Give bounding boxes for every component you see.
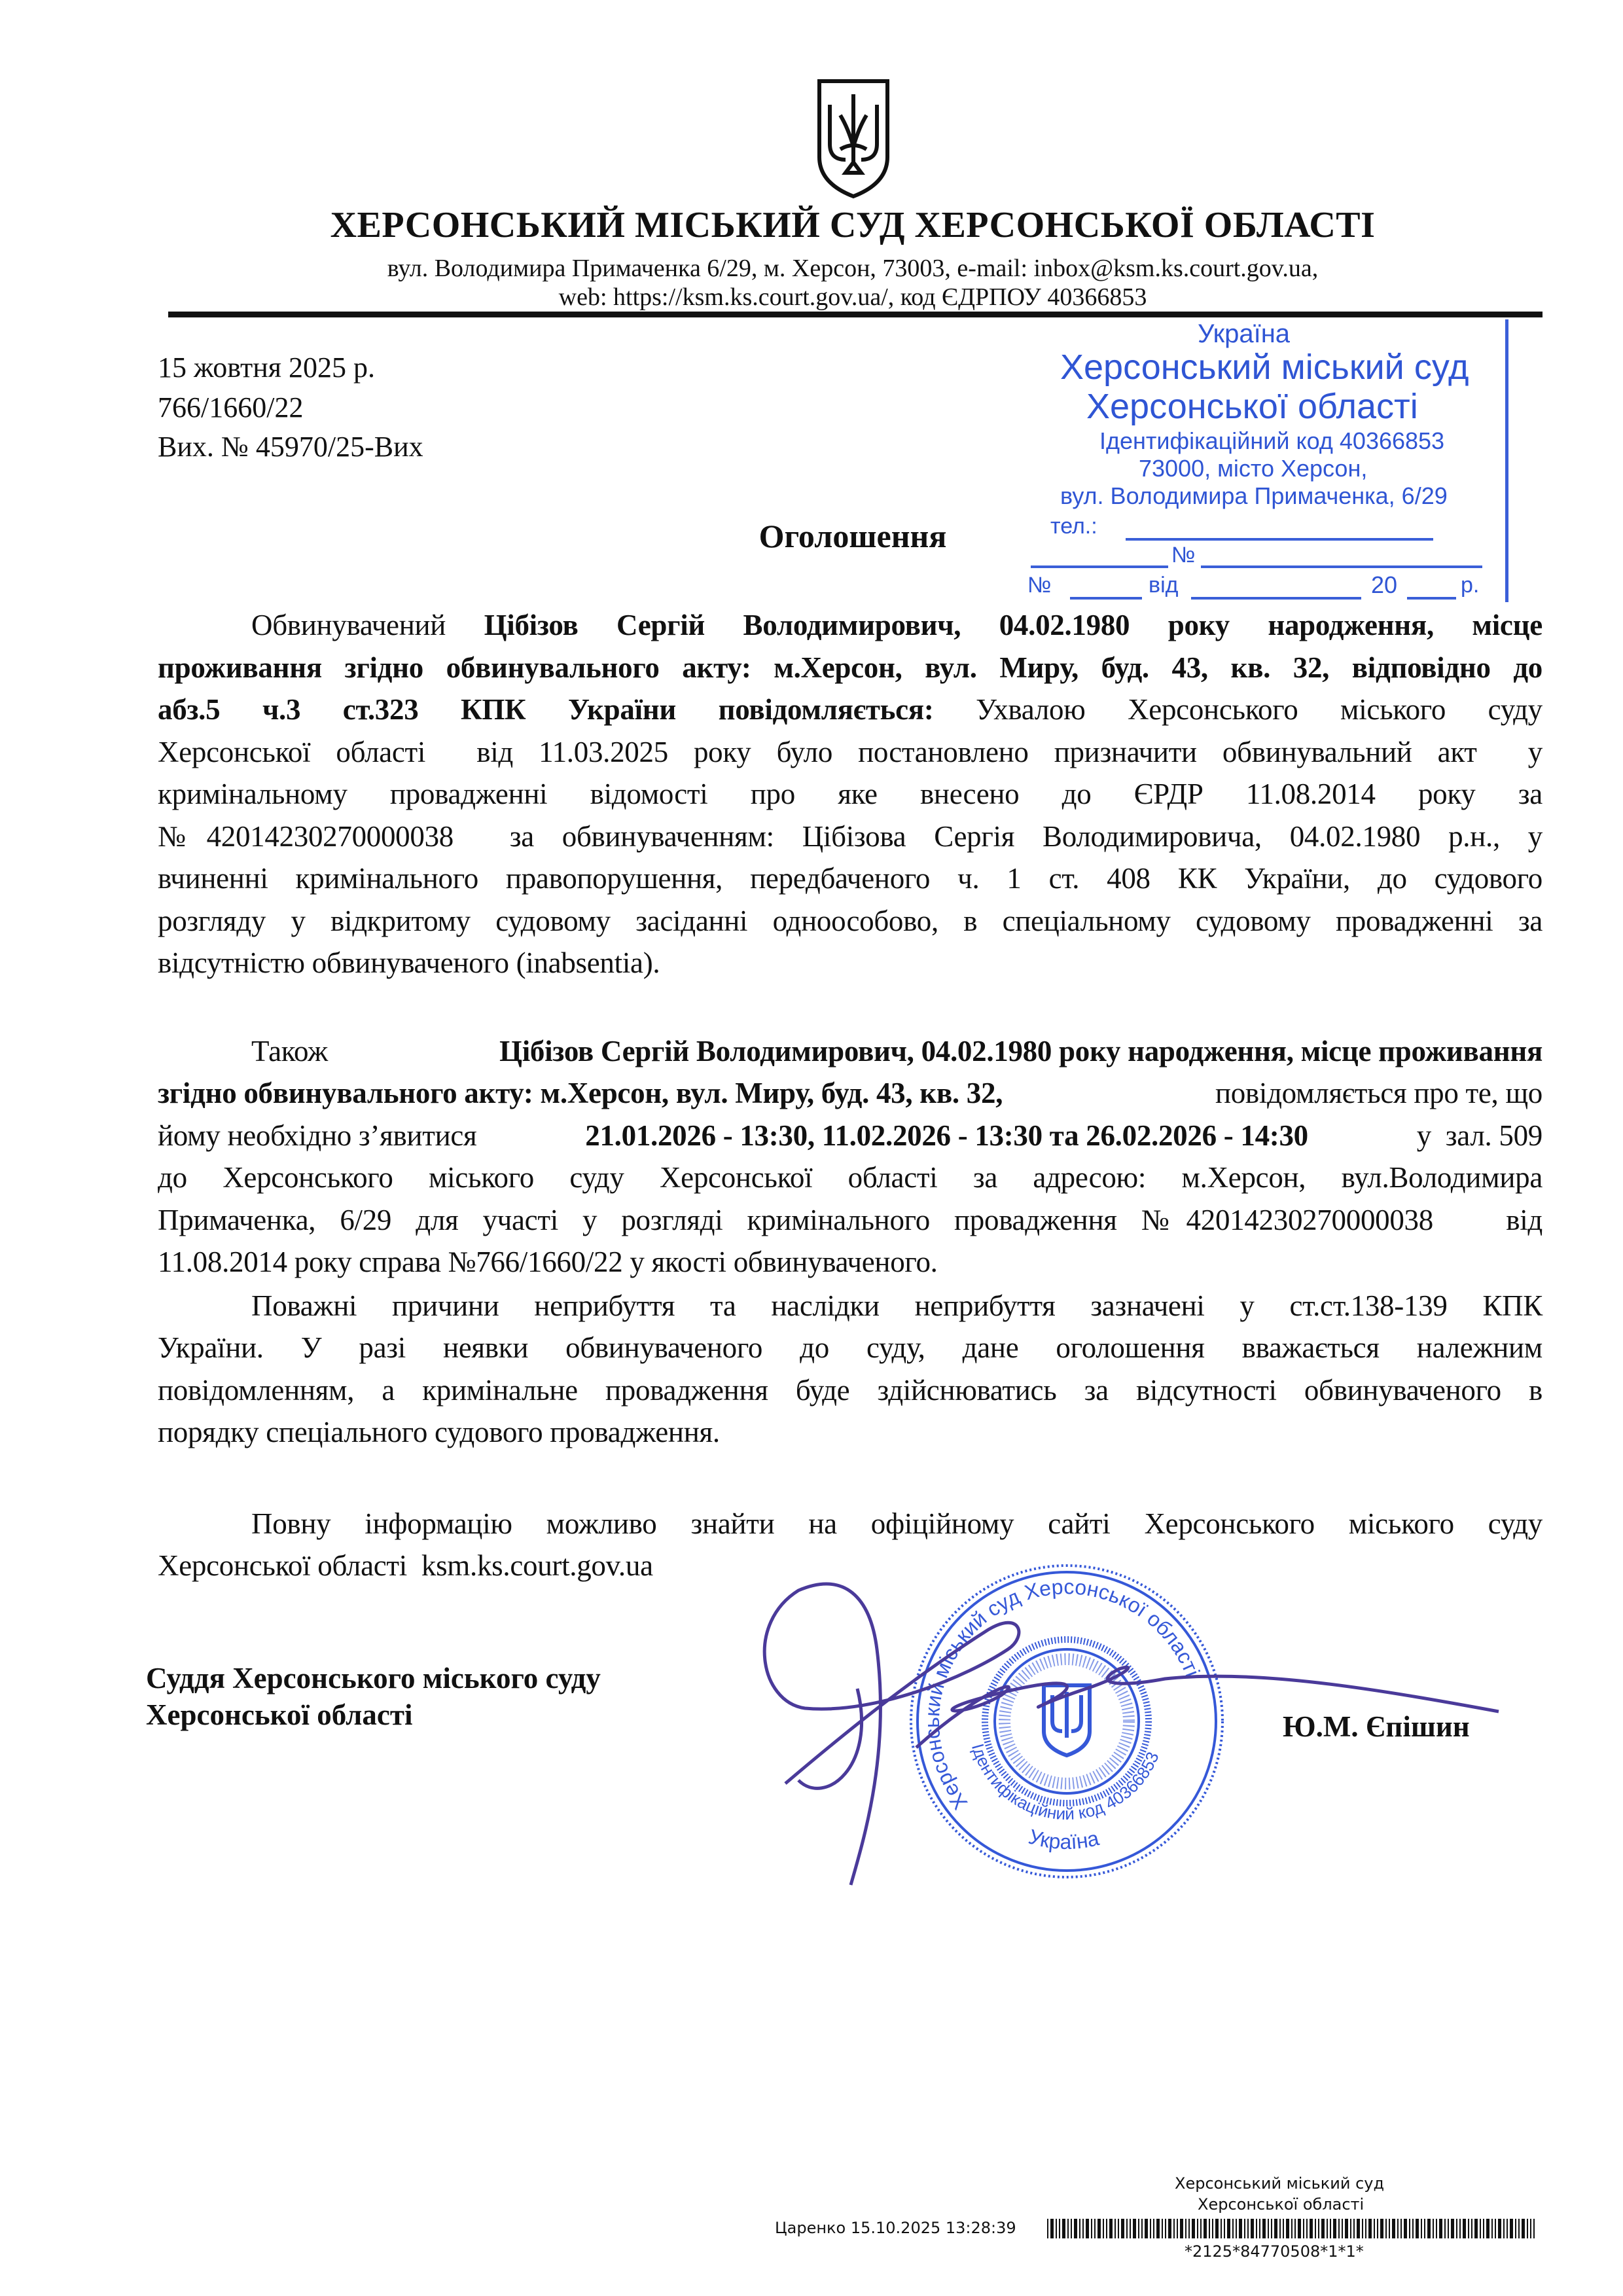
text: Поважні причини неприбуття та наслідки неприбуття зазначені у ст.ст.138-139 КПК bbox=[251, 1289, 1543, 1322]
barcode-bar bbox=[1256, 2219, 1257, 2238]
text: Також bbox=[251, 1034, 335, 1067]
barcode-bar bbox=[1330, 2219, 1331, 2238]
barcode-bar bbox=[1321, 2219, 1325, 2238]
bold-text: 04.02.1980 bbox=[999, 609, 1130, 641]
paragraph-line bbox=[158, 604, 1543, 647]
barcode-bar bbox=[1471, 2219, 1472, 2238]
barcode-bar bbox=[1262, 2219, 1266, 2238]
text: повідомляється про те, що bbox=[1208, 1077, 1543, 1109]
bold-text: місце bbox=[1472, 609, 1543, 641]
bold-text: повідомляється: bbox=[718, 693, 934, 726]
paragraph-line bbox=[158, 1327, 1543, 1369]
barcode-bar bbox=[1421, 2219, 1422, 2238]
paragraph-summons bbox=[158, 1030, 1543, 1283]
court-address: вул. Володимира Примаченка 6/29, м. Херсон, 73003, e-mail: inbox@ksm.ks.court.gov.ua, bbox=[387, 255, 1319, 282]
barcode-bar bbox=[1209, 2219, 1210, 2238]
barcode-bar bbox=[1173, 2219, 1175, 2238]
text: Херсонської області від 11.03.2025 року було постановлено призначити обвинувальний акт у bbox=[158, 735, 1543, 768]
text: України. У разі неявки обвинуваченого до суду, дане оголошення вважається належним bbox=[158, 1331, 1543, 1364]
bold-text: України bbox=[567, 693, 677, 726]
barcode-bar bbox=[1480, 2219, 1481, 2238]
barcode-bar bbox=[1345, 2219, 1348, 2238]
barcode-bar bbox=[1180, 2219, 1183, 2238]
stamp-court-line2: Херсонської області bbox=[1086, 387, 1418, 426]
paragraph-line bbox=[158, 900, 1543, 942]
bold-text: ст.323 bbox=[342, 693, 419, 726]
judge-position-line2: Херсонської області bbox=[146, 1698, 413, 1731]
paragraph-line bbox=[158, 1157, 1543, 1199]
barcode-bar bbox=[1130, 2219, 1131, 2238]
barcode-bar bbox=[1451, 2219, 1454, 2238]
paragraph-line bbox=[158, 857, 1543, 900]
barcode-bar bbox=[1474, 2219, 1478, 2238]
barcode-bar bbox=[1103, 2219, 1104, 2238]
barcode-bar bbox=[1259, 2219, 1260, 2238]
paragraph-line bbox=[158, 773, 1543, 816]
barcode-bar bbox=[1232, 2219, 1234, 2238]
footer-court-line1: Херсонський міський суд bbox=[1175, 2174, 1385, 2193]
barcode-bar bbox=[1486, 2219, 1489, 2238]
barcode-bar bbox=[1094, 2219, 1096, 2238]
stamp-year-prefix: 20 bbox=[1371, 571, 1398, 598]
barcode-bar bbox=[1138, 2219, 1139, 2238]
barcode-bar bbox=[1115, 2219, 1116, 2238]
text: до bbox=[1061, 778, 1092, 810]
barcode-bar bbox=[1221, 2219, 1222, 2238]
barcode-bar bbox=[1247, 2219, 1249, 2238]
stamp-year-suffix: р. bbox=[1461, 573, 1480, 598]
paragraph-line bbox=[158, 1241, 1543, 1283]
barcode-bar bbox=[1522, 2219, 1525, 2238]
stamp-city: 73000, місто Херсон, bbox=[1139, 455, 1368, 482]
text: порядку спеціального судового провадження. bbox=[158, 1416, 720, 1448]
barcode-bar bbox=[1192, 2219, 1195, 2238]
barcode-bar bbox=[1215, 2219, 1219, 2238]
registration-stamp bbox=[1021, 319, 1508, 602]
outgoing-number: Вих. № 45970/25-Вих bbox=[158, 431, 423, 463]
barcode-bar bbox=[1518, 2219, 1520, 2238]
barcode-bar bbox=[1483, 2219, 1484, 2238]
barcode-bar bbox=[1424, 2219, 1425, 2238]
barcode-bar bbox=[1109, 2219, 1113, 2238]
barcode-bar bbox=[1121, 2219, 1124, 2238]
barcode-bar bbox=[1350, 2219, 1351, 2238]
barcode-bar bbox=[1204, 2219, 1207, 2238]
bold-text: 21.01.2026 - 13:30, 11.02.2026 - 13:30 та 26.02.2026 - 14:30 bbox=[585, 1119, 1308, 1152]
barcode-bar bbox=[1050, 2219, 1054, 2238]
stamp-court-line1: Херсонський міський суд bbox=[1060, 348, 1469, 387]
barcode-bar bbox=[1156, 2219, 1160, 2238]
text: Херсонського bbox=[1128, 693, 1298, 726]
barcode-bar bbox=[1427, 2219, 1431, 2238]
barcode-bar bbox=[1082, 2219, 1084, 2238]
barcode-bar bbox=[1400, 2219, 1402, 2238]
bold-text: Цібізов bbox=[484, 609, 579, 641]
text: яке bbox=[838, 778, 878, 810]
paragraph-line bbox=[158, 1199, 1543, 1242]
barcode-bar bbox=[1227, 2219, 1230, 2238]
barcode-bar bbox=[1224, 2219, 1225, 2238]
barcode-bar bbox=[1530, 2219, 1531, 2238]
stamp-number-label: № bbox=[1171, 543, 1196, 567]
barcode-bar bbox=[1495, 2219, 1496, 2238]
barcode bbox=[1047, 2219, 1535, 2238]
barcode-bar bbox=[1047, 2219, 1048, 2238]
court-name-heading: ХЕРСОНСЬКИЙ МІСЬКИЙ СУД ХЕРСОНСЬКОЇ ОБЛАСТІ bbox=[330, 205, 1376, 245]
barcode-bar bbox=[1377, 2219, 1378, 2238]
stamp-id-code: Ідентифікаційний код 40366853 bbox=[1099, 427, 1445, 454]
bold-text: Володимирович, bbox=[743, 609, 961, 641]
barcode-bar bbox=[1079, 2219, 1080, 2238]
paragraph-line bbox=[158, 816, 1543, 858]
barcode-bar bbox=[1498, 2219, 1501, 2238]
bold-text: народження, bbox=[1268, 609, 1434, 641]
barcode-bar bbox=[1527, 2219, 1528, 2238]
barcode-bar bbox=[1271, 2219, 1272, 2238]
barcode-bar bbox=[1463, 2219, 1466, 2238]
notice-title: Оголошення bbox=[758, 518, 947, 554]
text: відсутністю обвинуваченого (inabsentia). bbox=[158, 946, 660, 979]
barcode-bar bbox=[1056, 2219, 1057, 2238]
bold-text: Цібізов Сергій Володимирович, 04.02.1980 року народження, місце проживання bbox=[499, 1034, 1543, 1067]
text: 11.08.2014 bbox=[1245, 778, 1376, 810]
barcode-bar bbox=[1409, 2219, 1410, 2238]
paragraph-line bbox=[158, 1072, 1543, 1115]
barcode-bar bbox=[1153, 2219, 1154, 2238]
judge-position-line1: Суддя Херсонського міського суду bbox=[146, 1662, 601, 1695]
paragraph-line bbox=[158, 1115, 1543, 1157]
text: до Херсонського міського суду Херсонської області за адресою: м.Херсон, вул.Володимира bbox=[158, 1161, 1543, 1194]
barcode-bar bbox=[1097, 2219, 1101, 2238]
text: внесено bbox=[919, 778, 1020, 810]
barcode-bar bbox=[1286, 2219, 1289, 2238]
seal-outer-text: Херсонський міський суд Херсонської області bbox=[919, 1575, 1205, 1814]
barcode-number: *2125*84770508*1*1* bbox=[1185, 2242, 1364, 2261]
barcode-bar bbox=[1306, 2219, 1308, 2238]
text: провадженні bbox=[389, 778, 548, 810]
text: Херсонської області ksm.ks.court.gov.ua bbox=[158, 1549, 653, 1582]
notice-body bbox=[158, 604, 1543, 1587]
barcode-bar bbox=[1145, 2219, 1148, 2238]
barcode-bar bbox=[1342, 2219, 1343, 2238]
barcode-bar bbox=[1404, 2219, 1407, 2238]
text: розгляду у відкритому судовому засіданні одноособово, в спеціальному судовому провадженні за bbox=[158, 904, 1543, 937]
paragraph-line bbox=[158, 1503, 1543, 1545]
barcode-bar bbox=[1200, 2219, 1202, 2238]
bold-text: року bbox=[1168, 609, 1230, 641]
barcode-bar bbox=[1338, 2219, 1340, 2238]
text: Ухвалою bbox=[976, 693, 1086, 726]
text: вчиненні кримінального правопорушення, передбаченого ч. 1 ст. 408 КК України, до судового bbox=[158, 862, 1543, 895]
barcode-bar bbox=[1059, 2219, 1060, 2238]
stamp-country: Україна bbox=[1198, 319, 1291, 348]
stamp-phone-label: тел.: bbox=[1050, 514, 1097, 539]
barcode-bar bbox=[1444, 2219, 1446, 2238]
bold-text: проживання згідно обвинувального акту: м.Херсон, вул. Миру, буд. 43, кв. 32, відповідно до bbox=[158, 651, 1543, 684]
barcode-bar bbox=[1074, 2219, 1077, 2238]
bold-text: Сергій bbox=[616, 609, 705, 641]
barcode-bar bbox=[1491, 2219, 1493, 2238]
barcode-bar bbox=[1071, 2219, 1072, 2238]
barcode-bar bbox=[1126, 2219, 1128, 2238]
barcode-bar bbox=[1162, 2219, 1163, 2238]
barcode-bar bbox=[1515, 2219, 1516, 2238]
barcode-bar bbox=[1091, 2219, 1092, 2238]
barcode-bar bbox=[1468, 2219, 1469, 2238]
barcode-bar bbox=[1168, 2219, 1171, 2238]
barcode-bar bbox=[1380, 2219, 1383, 2238]
barcode-bar bbox=[1397, 2219, 1399, 2238]
document-date: 15 жовтня 2025 р. bbox=[158, 351, 375, 384]
footer-court-line2: Херсонської області bbox=[1198, 2195, 1364, 2214]
barcode-bar bbox=[1439, 2219, 1442, 2238]
seal-inner-text: Ідентифікаційний код 40366853 bbox=[967, 1741, 1163, 1824]
text: №42014230270000038 за обвинуваченням: Цібізова Сергія Володимировича, 04.02.1980 р.н., у bbox=[158, 819, 1543, 853]
barcode-bar bbox=[1416, 2219, 1419, 2238]
paragraph-line bbox=[158, 689, 1543, 731]
paragraph-line bbox=[158, 1369, 1543, 1412]
barcode-bar bbox=[1133, 2219, 1136, 2238]
stamp-from-label: від bbox=[1149, 573, 1179, 598]
barcode-bar bbox=[1448, 2219, 1449, 2238]
barcode-bar bbox=[1118, 2219, 1119, 2238]
text: ЄРДР bbox=[1133, 778, 1204, 810]
barcode-bar bbox=[1086, 2219, 1089, 2238]
barcode-bar bbox=[1365, 2219, 1366, 2238]
barcode-bar bbox=[1412, 2219, 1414, 2238]
barcode-bar bbox=[1165, 2219, 1166, 2238]
barcode-bar bbox=[1507, 2219, 1508, 2238]
barcode-bar bbox=[1067, 2219, 1069, 2238]
barcode-bar bbox=[1244, 2219, 1245, 2238]
barcode-bar bbox=[1141, 2219, 1143, 2238]
text: 11.08.2014 року справа №766/1660/22 у якості обвинуваченого. bbox=[158, 1246, 938, 1278]
barcode-bar bbox=[1392, 2219, 1395, 2238]
text: за bbox=[1518, 778, 1543, 810]
stamp-in-number-label: № bbox=[1027, 573, 1052, 598]
judge-signature bbox=[720, 1558, 1505, 1898]
text: про bbox=[750, 778, 795, 810]
text: суду bbox=[1488, 693, 1543, 726]
barcode-bar bbox=[1327, 2219, 1328, 2238]
text: Обвинувачений bbox=[251, 609, 446, 641]
barcode-bar bbox=[1283, 2219, 1284, 2238]
paragraph-line bbox=[158, 1285, 1543, 1327]
text: Повну інформацію можливо знайти на офіційному сайті Херсонського міського суду bbox=[251, 1507, 1543, 1540]
bold-text: ч.3 bbox=[262, 693, 301, 726]
stamp-street: вул. Володимира Примаченка, 6/29 bbox=[1060, 482, 1448, 509]
barcode-bar bbox=[1368, 2219, 1372, 2238]
barcode-bar bbox=[1533, 2219, 1535, 2238]
barcode-bar bbox=[1298, 2219, 1301, 2238]
barcode-bar bbox=[1436, 2219, 1437, 2238]
case-number: 766/1660/22 bbox=[158, 391, 304, 423]
barcode-bar bbox=[1197, 2219, 1198, 2238]
trident-coat-of-arms-icon bbox=[812, 76, 895, 200]
barcode-bar bbox=[1310, 2219, 1313, 2238]
barcode-bar bbox=[1510, 2219, 1513, 2238]
barcode-bar bbox=[1150, 2219, 1151, 2238]
paragraph-line bbox=[158, 731, 1543, 774]
bold-text: абз.5 bbox=[158, 693, 221, 726]
barcode-bar bbox=[1062, 2219, 1065, 2238]
text: повідомленням, а кримінальне провадження буде здійснюватись за відсутності обвинуваченого в bbox=[158, 1373, 1543, 1407]
barcode-bar bbox=[1294, 2219, 1296, 2238]
barcode-bar bbox=[1236, 2219, 1237, 2238]
barcode-bar bbox=[1503, 2219, 1505, 2238]
barcode-bar bbox=[1291, 2219, 1293, 2238]
text: Примаченка, 6/29 для участі у розгляді кримінального провадження №42014230270000038 від bbox=[158, 1203, 1543, 1236]
barcode-bar bbox=[1315, 2219, 1316, 2238]
header-divider bbox=[168, 312, 1543, 317]
barcode-bar bbox=[1459, 2219, 1461, 2238]
barcode-bar bbox=[1251, 2219, 1254, 2238]
barcode-bar bbox=[1433, 2219, 1434, 2238]
barcode-bar bbox=[1188, 2219, 1190, 2238]
text: йому необхідно з’явитися bbox=[158, 1119, 484, 1152]
paragraph-charge bbox=[158, 604, 1543, 984]
bold-text: згідно обвинувального акту: м.Херсон, вул. Миру, буд. 43, кв. 32, bbox=[158, 1077, 1003, 1109]
text: у зал. 509 bbox=[1409, 1119, 1543, 1152]
judge-name: Ю.М. Єпішин bbox=[1283, 1710, 1470, 1743]
barcode-bar bbox=[1456, 2219, 1457, 2238]
barcode-bar bbox=[1268, 2219, 1269, 2238]
text: відомості bbox=[590, 778, 708, 810]
barcode-bar bbox=[1239, 2219, 1242, 2238]
court-web-and-code: web: https://ksm.ks.court.gov.ua/, код ЄДРПОУ 40366853 bbox=[558, 283, 1147, 311]
paragraph-line bbox=[158, 1411, 1543, 1454]
paragraph-line bbox=[158, 647, 1543, 689]
text: року bbox=[1418, 778, 1476, 810]
paragraph-consequences bbox=[158, 1285, 1543, 1454]
footer-registrar-timestamp: Царенко 15.10.2025 13:28:39 bbox=[775, 2219, 1016, 2237]
barcode-bar bbox=[1389, 2219, 1390, 2238]
barcode-bar bbox=[1374, 2219, 1375, 2238]
barcode-bar bbox=[1357, 2219, 1360, 2238]
seal-bottom-text: Україна bbox=[1026, 1824, 1101, 1854]
barcode-bar bbox=[1303, 2219, 1304, 2238]
bold-text: КПК bbox=[461, 693, 526, 726]
barcode-bar bbox=[1212, 2219, 1213, 2238]
text: кримінальному bbox=[158, 778, 348, 810]
barcode-bar bbox=[1106, 2219, 1107, 2238]
barcode-bar bbox=[1177, 2219, 1178, 2238]
barcode-bar bbox=[1185, 2219, 1186, 2238]
barcode-bar bbox=[1353, 2219, 1355, 2238]
barcode-bar bbox=[1385, 2219, 1387, 2238]
paragraph-line bbox=[158, 1030, 1543, 1073]
barcode-bar bbox=[1318, 2219, 1319, 2238]
barcode-bar bbox=[1279, 2219, 1281, 2238]
barcode-bar bbox=[1333, 2219, 1336, 2238]
paragraph-line bbox=[158, 942, 1543, 984]
barcode-bar bbox=[1362, 2219, 1363, 2238]
text: міського bbox=[1340, 693, 1446, 726]
barcode-bar bbox=[1274, 2219, 1277, 2238]
